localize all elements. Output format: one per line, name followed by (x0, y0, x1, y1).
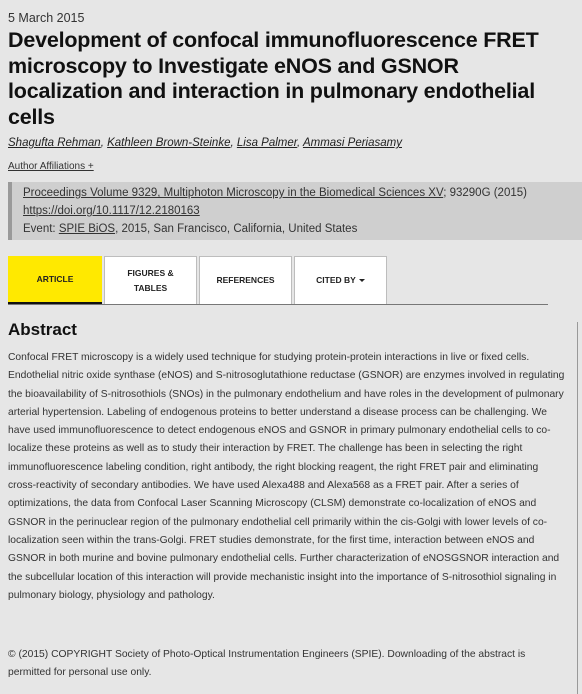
tab-article[interactable] (8, 256, 102, 305)
abstract-heading: Abstract (8, 320, 77, 339)
author-separator: , (100, 137, 108, 149)
author-link-2[interactable]: Kathleen Brown-Steinke (107, 137, 231, 149)
tab-references-label: REFERENCES (216, 275, 275, 285)
author-separator: , (230, 137, 237, 149)
author-link-1[interactable]: Shagufta Rehman (8, 137, 101, 149)
abstract-text: Confocal FRET microscopy is a widely used technique for studying protein-protein interactions in live or fixed cells. Endothelial nitric oxide synthase (eNOS) and S-nitrosoglutathione reductase (GSNOR) are enzymes involved in regulating the bioavailability of S-nitrosothiols (SNOs) in the pulmonary endothelium and have roles in the development of pulmonary arterial hypertension. Labeling of endogenous proteins to better understand a disease process can be challenging. We have used immunofluorescence to detect endogenous eNOS and GSNOR in primary pulmonary endothelial cells to co-localize these proteins as well as to study their interaction by FRET. The challenge has been in selecting the right immunofluorescence labeling condition, right antibody, the right blocking reagent, the right FRET pair and eliminating cross-reactivity of secondary antibodies. We have used Alexa488 and Alexa568 as a FRET pair. After a series of optimizations, the data from Confocal Laser Scanning Microscopy (CLSM) demonstrate co-localization of eNOS and GSNOR in the perinuclear region of the pulmonary endothelial cell primarily within the cis-Golgi with lower levels of co-localization seen within the trans-Golgi. FRET studies demonstrate, for the first time, interaction between eNOS and GSNOR in both murine and bovine pulmonary endothelial cells. Further characterization of eNOSGSNOR interaction and the subcellular location of this interaction will provide mechanistic insight into the importance of S-nitrosothiol signaling in pulmonary biology, physiology and pathology. (8, 352, 565, 601)
proceedings-link[interactable]: Proceedings Volume 9329, Multiphoton Microscopy in the Biomedical Sciences XV (23, 187, 444, 199)
citation-box-accent-bar (8, 182, 12, 240)
event-line (23, 223, 357, 235)
author-link-4[interactable]: Ammasi Periasamy (302, 137, 402, 149)
chevron-down-icon (359, 279, 365, 282)
doi-line (23, 205, 200, 217)
event-details: , 2015, San Francisco, California, United States (115, 223, 358, 235)
proceedings-number: ; 93290G (2015) (443, 187, 527, 199)
tab-cited-by-label: CITED BY (316, 275, 356, 285)
article-title: Development of confocal immunofluorescence FRET microscopy to Investigate eNOS and GSNOR localization and interaction in pulmonary endothelial cells (8, 28, 539, 129)
publication-date: 5 March 2015 (8, 11, 85, 25)
proceedings-line (23, 187, 527, 199)
author-affiliations-toggle[interactable]: Author Affiliations + (8, 161, 94, 172)
author-link-3[interactable]: Lisa Palmer (236, 137, 297, 149)
tab-figures-tables-label: FIGURES & TABLES (127, 267, 174, 293)
event-label: Event: (23, 223, 59, 235)
event-link[interactable]: SPIE BiOS (58, 223, 116, 235)
tab-article-label: ARTICLE (36, 273, 74, 284)
author-separator: , (296, 137, 303, 149)
citation-box (8, 182, 582, 240)
vertical-divider (577, 322, 578, 694)
tabs-divider (8, 304, 548, 305)
copyright-notice: © (2015) COPYRIGHT Society of Photo-Optical Instrumentation Engineers (SPIE). Downloading of the abstract is permitted for personal use only. (8, 649, 526, 679)
tab-figures-tables[interactable] (104, 256, 197, 304)
author-list (8, 137, 402, 149)
article-tabs (8, 256, 548, 306)
doi-link[interactable]: https://doi.org/10.1117/12.2180163 (23, 205, 200, 217)
tab-references[interactable] (199, 256, 292, 304)
tab-cited-by[interactable] (294, 256, 387, 304)
